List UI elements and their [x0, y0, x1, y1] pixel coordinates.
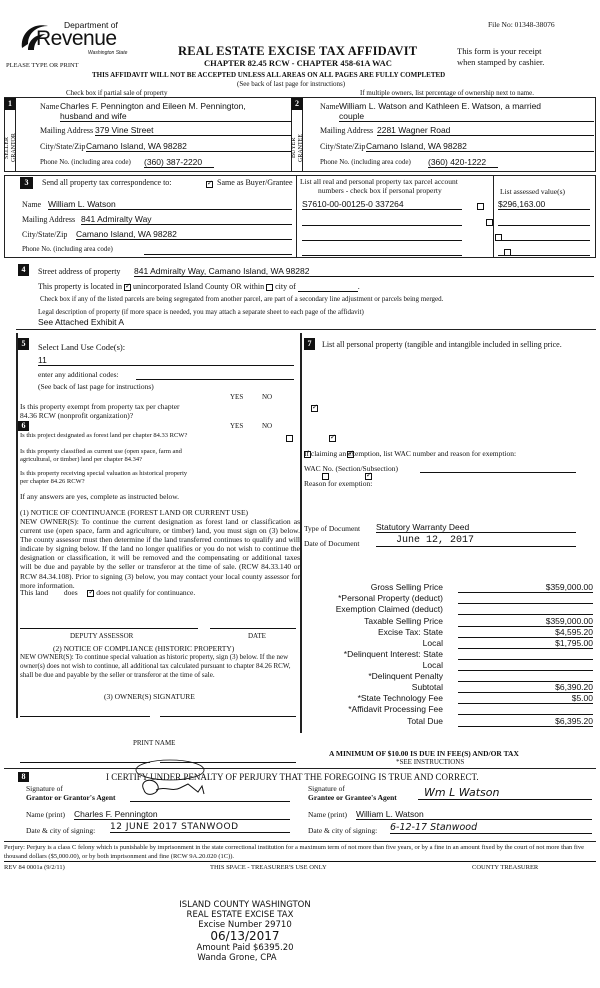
- calc-value-excise-local[interactable]: $1,795.00: [458, 638, 593, 649]
- stamp-treasurer-name: Wanda Grone, CPA: [197, 953, 277, 963]
- logo-top-text: Department of: [64, 20, 118, 30]
- wac-label: WAC No. (Section/Subsection): [304, 464, 398, 473]
- city-of-label: city of: [275, 282, 296, 291]
- s1-mailing-label: Mailing Address: [40, 126, 94, 135]
- seller-phone[interactable]: (360) 387-2220: [144, 157, 214, 168]
- logo-sub-text: Washington State: [88, 50, 128, 56]
- perjury-note: Perjury: Perjury is a class C felony which is punishable by imprisonment in the state correctional institution for a maximum term of not more than five years, or by a fine in an amount fixed by the court of not more than five thousand dollars ($5,000.00), or by both imprisonment and fine (RCW 9A.20.020 (1C)).: [4, 844, 596, 862]
- buyer-phone[interactable]: (360) 420-1222: [428, 157, 498, 168]
- calc-label-exemption: Exemption Claimed (deduct): [335, 604, 443, 614]
- owner-signature-line-2[interactable]: [160, 716, 296, 717]
- calc-label-gross: Gross Selling Price: [370, 582, 443, 592]
- continuance-line: [20, 588, 195, 597]
- assessed-value-3[interactable]: [498, 230, 590, 241]
- forest-question: Is this project designated as forest land per chapter 84.33 RCW?: [20, 432, 188, 439]
- calc-label-delinquent-local: Local: [422, 660, 443, 670]
- section-5-number: 5: [18, 338, 29, 350]
- calc-value-gross[interactable]: $359,000.00: [458, 582, 593, 593]
- doc-type-value[interactable]: Statutory Warranty Deed: [376, 522, 576, 533]
- historic-question-2: per chapter 84.26 RCW?: [20, 478, 85, 485]
- does-not-checkbox[interactable]: [87, 590, 94, 597]
- calc-value-delinquent-local[interactable]: [458, 660, 593, 671]
- section-7-number: 7: [304, 338, 315, 350]
- s1-city-label: City/State/Zip: [40, 142, 86, 151]
- buyer-name-line2[interactable]: couple: [339, 111, 594, 122]
- same-as-buyer-checkbox[interactable]: [206, 181, 213, 188]
- receipt-note-2: when stamped by cashier.: [457, 57, 545, 67]
- seller-grantor-label: SELLER GRANTOR: [4, 133, 17, 163]
- additional-codes-field[interactable]: [136, 370, 294, 380]
- reason-label: Reason for exemption:: [304, 479, 373, 488]
- assessed-value-4[interactable]: [498, 245, 590, 256]
- unincorporated-checkbox[interactable]: [124, 284, 131, 291]
- stamp-excise-number: Excise Number 29710: [198, 920, 292, 930]
- s1-name-label: Name: [40, 102, 60, 111]
- unincorporated-label: unincorporated Island County OR within: [132, 282, 265, 291]
- dor-logo: [18, 16, 128, 61]
- calc-label-penalty: *Delinquent Penalty: [368, 671, 443, 681]
- print-name-label: PRINT NAME: [133, 739, 176, 747]
- s5-no-header: NO: [262, 393, 273, 401]
- additional-codes-label: enter any additional codes:: [38, 370, 119, 379]
- multiple-owners-note: If multiple owners, list percentage of ownership next to name.: [360, 89, 534, 97]
- exempt-question-1: Is this property exempt from property tax per chapter: [20, 402, 180, 411]
- calc-label-excise-local: Local: [422, 638, 443, 648]
- grantee-signature-field[interactable]: Wm L Watson: [418, 786, 592, 800]
- located-in-text: This property is located in ✓ unincorporated Island County OR within city of .: [38, 282, 360, 292]
- section-6-number: 6: [18, 421, 29, 431]
- calc-value-penalty[interactable]: [458, 671, 593, 682]
- same-as-buyer-label: Same as Buyer/Grantee: [217, 178, 293, 187]
- s3-mailing-label: Mailing Address: [22, 215, 76, 224]
- does-not-option[interactable]: does not: [96, 588, 122, 597]
- s6-yes-header: YES: [230, 422, 244, 430]
- personal-property-label: List all personal property (tangible and intangible included in selling price.: [322, 340, 562, 349]
- notice2-body: NEW OWNER(S): To continue special valuation as historic property, sign (3) below. If the new owner(s) does not wish to continue, all additional tax calculated pursuant to chapter 84.26 RCW, shall be due and payable by the seller or transferor at the time of sale.: [20, 653, 291, 679]
- section-1-number: 1: [4, 98, 16, 110]
- s2-phone-label: Phone No. (including area code): [320, 158, 411, 166]
- historic-question-1: Is this property receiving special valuation as historical property: [20, 470, 188, 477]
- grantee-signature-label-1: Signature of: [308, 784, 345, 793]
- grantor-signature-label-1: Signature of: [26, 784, 63, 793]
- calc-value-subtotal[interactable]: $6,390.20: [458, 682, 593, 693]
- grantor-name-print[interactable]: Charles F. Pennington: [74, 809, 290, 820]
- form-subtitle: CHAPTER 82.45 RCW - CHAPTER 458-61A WAC: [204, 58, 392, 68]
- notice2-title: (2) NOTICE OF COMPLIANCE (HISTORIC PROPERTY): [53, 644, 235, 653]
- does-option[interactable]: does: [63, 588, 78, 597]
- notice1-body: NEW OWNER(S): To continue the current designation as forest land or classification as current use (open space, farm and agriculture, or timber) land, you must sign on (3) below. The county assessor must then determine if the land transferred continues to qualify and will indicate by signing below. If the land no longer qualifies or you do not wish to continue the designation or classification, it will be removed and the compensating or additional taxes will be due and payable by the seller or transferor at the time of sale. (RCW 84.33.140 or RCW 84.34.108). Prior to signing (3) below, you may contact your local county assessor for more information.: [20, 517, 300, 590]
- stamp-county: ISLAND COUNTY WASHINGTON: [179, 900, 311, 910]
- s1-phone-label: Phone No. (including area code): [40, 158, 131, 166]
- forest-yes-checkbox[interactable]: [286, 435, 293, 442]
- section-4-number: 4: [18, 264, 29, 276]
- stamp-date: 06/13/2017: [210, 929, 280, 943]
- exempt-question-2: 84.36 RCW (nonprofit organization)?: [20, 411, 134, 420]
- minimum-due-note: A MINIMUM OF $10.00 IS DUE IN FEE(S) AND/OR TAX: [329, 749, 519, 758]
- calc-value-taxable[interactable]: $359,000.00: [458, 616, 593, 627]
- segregated-note[interactable]: Check box if any of the listed parcels are being segregated from another parcel, are part of a secondary line adjustment or parcels being merged.: [40, 295, 444, 303]
- owner-signature-label: (3) OWNER(S) SIGNATURE: [104, 692, 195, 701]
- correspondence-mailing[interactable]: 841 Admiralty Way: [81, 214, 292, 225]
- please-type-label: PLEASE TYPE OR PRINT: [6, 62, 79, 69]
- city-of-field[interactable]: [298, 282, 358, 292]
- s2-name-label: Name: [320, 102, 340, 111]
- s2-city-label: City/State/Zip: [320, 142, 366, 151]
- form-title: REAL ESTATE EXCISE TAX AFFIDAVIT: [178, 44, 418, 58]
- calc-value-excise-state[interactable]: $4,595.20: [458, 627, 593, 638]
- personal-property-checkbox-1[interactable]: [477, 203, 484, 210]
- tax-calculation-table: [318, 582, 598, 742]
- exempt-no-checkbox[interactable]: [311, 405, 318, 412]
- correspondence-name[interactable]: William L. Watson: [48, 199, 292, 210]
- assessed-value-1[interactable]: $296,163.00: [498, 199, 590, 210]
- calc-label-personal: *Personal Property (deduct): [338, 593, 443, 603]
- calc-label-subtotal: Subtotal: [411, 682, 443, 692]
- legal-description-label: Legal description of property (if more space is needed, you may attach a separate sheet to each page of the affidavit): [38, 308, 364, 316]
- section-2-number: 2: [291, 98, 303, 110]
- section-3-number: 3: [20, 177, 33, 189]
- city-of-checkbox[interactable]: [266, 284, 273, 291]
- seller-name-line1[interactable]: Charles F. Pennington and Eileen M. Pennington,: [60, 101, 246, 111]
- calc-label-excise-state: Excise Tax: State: [377, 627, 443, 637]
- certify-statement: I CERTIFY UNDER PENALTY OF PERJURY THAT THE FOREGOING IS TRUE AND CORRECT.: [106, 772, 479, 782]
- wac-field[interactable]: [420, 463, 576, 473]
- calc-value-personal[interactable]: [458, 593, 593, 604]
- s5-see-back: (See back of last page for instructions): [38, 382, 154, 391]
- calc-value-tech-fee[interactable]: $5.00: [458, 693, 593, 704]
- forest-no-checkbox[interactable]: [329, 435, 336, 442]
- doc-date-value[interactable]: June 12, 2017: [376, 535, 576, 547]
- street-address-label: Street address of property: [38, 267, 121, 276]
- deputy-assessor-signature-line[interactable]: [20, 628, 198, 629]
- calc-value-total-due[interactable]: $6,395.20: [458, 716, 593, 727]
- s5-yes-header: YES: [230, 393, 244, 401]
- parcel-number-2[interactable]: [302, 215, 462, 226]
- calc-value-delinquent-state[interactable]: [458, 649, 593, 660]
- land-use-code[interactable]: 11: [38, 355, 294, 366]
- grantor-signature-scribble-icon: [136, 776, 216, 800]
- grantee-name-print[interactable]: William L. Watson: [356, 809, 592, 820]
- located-prefix: This property is located in: [38, 282, 122, 291]
- seller-mailing-address[interactable]: 379 Vine Street: [95, 125, 292, 136]
- parcel-number-4[interactable]: [302, 245, 462, 256]
- grantee-date-label: Date & city of signing:: [308, 826, 378, 835]
- current-use-question-1: Is this property classified as current use (open space, farm and: [20, 448, 182, 455]
- treasurer-stamp: [160, 900, 330, 963]
- personal-property-checkbox-2[interactable]: [486, 219, 493, 226]
- receipt-note-1: This form is your receipt: [457, 46, 542, 56]
- parcel-number-3[interactable]: [302, 230, 462, 241]
- notice1-title: (1) NOTICE OF CONTINUANCE (FOREST LAND OR CURRENT USE): [20, 508, 249, 517]
- see-back-note: (See back of last page for instructions): [237, 80, 346, 88]
- parcel-number-1[interactable]: S7610-00-00125-0 337264: [302, 199, 462, 210]
- calc-label-total-due: Total Due: [407, 716, 443, 726]
- correspondence-city[interactable]: Camano Island, WA 98282: [76, 229, 292, 240]
- parcel-header-2: numbers - check box if personal property: [318, 186, 442, 195]
- date-label: DATE: [248, 632, 266, 640]
- this-land-label: This land: [20, 588, 49, 597]
- assessed-value-2[interactable]: [498, 215, 590, 226]
- calc-value-exemption[interactable]: [458, 604, 593, 615]
- grantee-name-label: Name (print): [308, 810, 347, 819]
- buyer-grantee-label: BUYER GRANTEE: [291, 134, 304, 162]
- treasurer-use-label: THIS SPACE - TREASURER'S USE ONLY: [210, 864, 327, 871]
- s6-no-header: NO: [262, 422, 273, 430]
- if-yes-note: If any answers are yes, complete as instructed below.: [20, 492, 180, 501]
- buyer-mailing-address[interactable]: 2281 Wagner Road: [377, 125, 594, 136]
- property-street-address[interactable]: 841 Admiralty Way, Camano Island, WA 98282: [134, 266, 594, 277]
- current-use-question-2: agricultural, or timber) land per chapter 84.34?: [20, 456, 143, 463]
- grantor-signature-label-2: Grantor or Grantor's Agent: [26, 793, 116, 802]
- grantee-signature-label-2: Grantee or Grantee's Agent: [308, 793, 397, 802]
- see-instructions-note: *SEE INSTRUCTIONS: [396, 758, 465, 766]
- partial-sale-label[interactable]: Check box if partial sale of property: [66, 89, 168, 97]
- deputy-assessor-label: DEPUTY ASSESSOR: [70, 632, 134, 640]
- calc-label-delinquent-state: *Delinquent Interest: State: [343, 649, 443, 659]
- buyer-city-state-zip[interactable]: Camano Island, WA 98282: [366, 141, 594, 152]
- warning-banner: THIS AFFIDAVIT WILL NOT BE ACCEPTED UNLESS ALL AREAS ON ALL PAGES ARE FULLY COMPLETED: [92, 71, 446, 79]
- file-number: File No: 01348-38076: [488, 20, 555, 29]
- section-8-number: 8: [18, 772, 29, 782]
- exemption-label: If claiming an exemption, list WAC number and reason for exemption:: [304, 449, 517, 458]
- s3-city-label: City/State/Zip: [22, 230, 68, 239]
- doc-type-label: Type of Document: [304, 524, 361, 533]
- calc-label-tech-fee: *State Technology Fee: [357, 693, 443, 703]
- stamp-excise-tax: REAL ESTATE EXCISE TAX: [186, 910, 294, 920]
- s2-mailing-label: Mailing Address: [320, 126, 374, 135]
- assessed-header: List assessed value(s): [500, 187, 565, 196]
- calc-label-taxable: Taxable Selling Price: [364, 616, 443, 626]
- seller-city-state-zip[interactable]: Camano Island, WA 98282: [86, 141, 292, 152]
- correspondence-phone[interactable]: [144, 244, 292, 255]
- assessor-date-line[interactable]: [210, 628, 296, 629]
- rev-number: REV 84 0001a (9/2/11): [4, 864, 65, 871]
- grantee-date-city[interactable]: 6-12-17 Stanwood: [390, 822, 592, 834]
- parcel-header-1: List all real and personal property tax parcel account: [300, 177, 458, 186]
- land-use-label: Select Land Use Code(s):: [38, 342, 126, 352]
- legal-description-value[interactable]: See Attached Exhibit A: [38, 317, 125, 327]
- grantor-date-label: Date & city of signing:: [26, 826, 96, 835]
- grantor-signature-field[interactable]: [130, 782, 290, 802]
- county-treasurer-label: COUNTY TREASURER: [472, 864, 539, 871]
- s3-name-label: Name: [22, 200, 42, 209]
- stamp-amount-paid: Amount Paid $6395.20: [196, 943, 294, 953]
- s3-phone-label: Phone No. (including area code): [22, 245, 113, 253]
- send-correspondence-label: Send all property tax correspondence to:: [42, 178, 172, 187]
- logo-main-text: Revenue: [36, 27, 117, 50]
- calc-value-processing-fee[interactable]: [458, 704, 593, 715]
- grantor-date-city[interactable]: 12 JUNE 2017 STANWOOD: [110, 822, 290, 833]
- owner-signature-line-1[interactable]: [20, 716, 150, 717]
- doc-date-label: Date of Document: [304, 539, 360, 548]
- qualify-label: qualify for continuance.: [123, 588, 196, 597]
- grantor-name-label: Name (print): [26, 810, 65, 819]
- buyer-name-line1[interactable]: William L. Watson and Kathleen E. Watson, a married: [339, 101, 542, 111]
- calc-label-processing-fee: *Affidavit Processing Fee: [348, 704, 443, 714]
- seller-name-line2[interactable]: husband and wife: [60, 111, 292, 122]
